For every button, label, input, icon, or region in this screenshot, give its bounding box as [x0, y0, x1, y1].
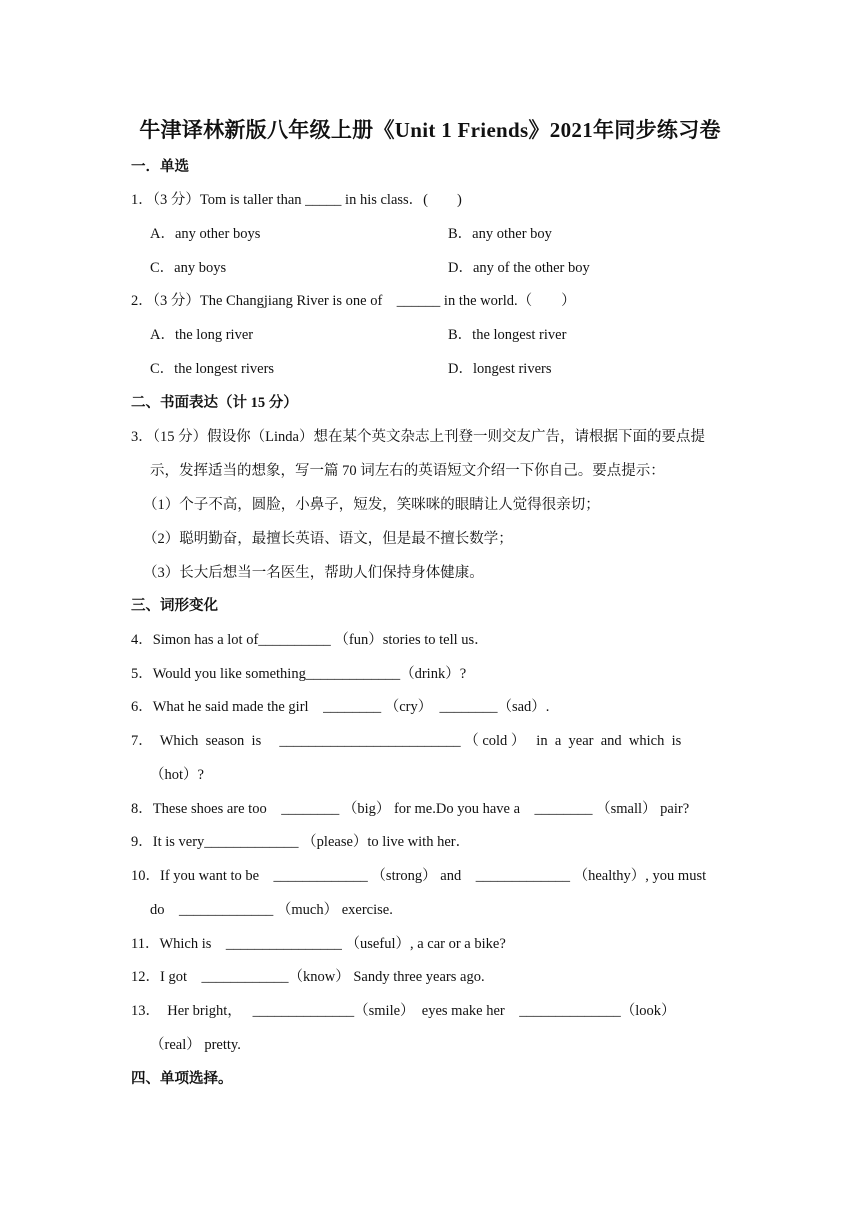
question-5: 5．Would you like something_____________（drink）? [131, 666, 467, 682]
question-8: 8．These shoes are too ________ （big） for me.Do you have a ________ （small） pair? [131, 801, 690, 817]
question-3-point-3: （3）长大后想当一名医生，帮助人们保持身体健康。 [143, 565, 484, 581]
page-title: 牛津译林新版八年级上册《Unit 1 Friends》2021年同步练习卷 [139, 118, 721, 142]
question-3-line-1: 3．（15 分）假设你（Linda）想在某个英文杂志上刊登一则交友广告，请根据下面的要点提 [131, 429, 705, 445]
q1-option-b: B．any other boy [448, 226, 552, 242]
q1-option-d: D．any of the other boy [448, 260, 590, 276]
section-heading-word-forms: 三、词形变化 [131, 598, 218, 614]
q2-option-b: B．the longest river [448, 327, 567, 343]
question-11: 11．Which is ________________ （useful）, a car or a bike? [131, 936, 506, 952]
question-2-stem: 2．（3 分）The Changjiang River is one of ______ in the world.（ ） [131, 293, 576, 309]
q1-option-a: A．any other boys [150, 226, 261, 242]
question-10-line-1: 10．If you want to be _____________ （strong） and _____________ （healthy）, you must [131, 868, 707, 884]
question-13-line-2: （real） pretty. [150, 1037, 241, 1053]
question-1-stem: 1．（3 分）Tom is taller than _____ in his class．( ) [131, 192, 462, 208]
question-3-line-2: 示，发挥适当的想象，写一篇 70 词左右的英语短文介绍一下你自己。要点提示： [150, 463, 665, 479]
question-4: 4．Simon has a lot of__________ （fun）stories to tell us． [131, 632, 489, 648]
question-3-point-2: （2）聪明勤奋，最擅长英语、语文，但是最不擅长数学； [143, 531, 513, 547]
question-7-line-2: （hot）? [150, 767, 204, 783]
question-12: 12．I got ____________（know） Sandy three years ago. [131, 969, 485, 985]
question-9: 9．It is very_____________ （please）to live with her． [131, 834, 471, 850]
question-13-line-1: 13． Her bright， ______________（smile） eyes make her ______________（look） [131, 1003, 676, 1019]
question-7-line-1: 7． Which season is _________________________ （ cold ） in a year and which is [131, 733, 682, 749]
question-3-point-1: （1）个子不高，圆脸，小鼻子，短发，笑咪咪的眼睛让人觉得很亲切； [143, 497, 600, 513]
question-10-line-2: do _____________ （much） exercise. [150, 902, 393, 918]
q1-option-c: C．any boys [150, 260, 227, 276]
section-heading-single-choice-2: 四、单项选择。 [131, 1071, 233, 1087]
section-heading-single-choice: 一．单选 [131, 159, 189, 175]
question-6: 6．What he said made the girl ________ （cry） ________（sad）. [131, 699, 550, 715]
q2-option-c: C．the longest rivers [150, 361, 275, 377]
q2-option-a: A．the long river [150, 327, 254, 343]
section-heading-writing: 二、书面表达（计 15 分） [131, 395, 298, 411]
q2-option-d: D．longest rivers [448, 361, 552, 377]
